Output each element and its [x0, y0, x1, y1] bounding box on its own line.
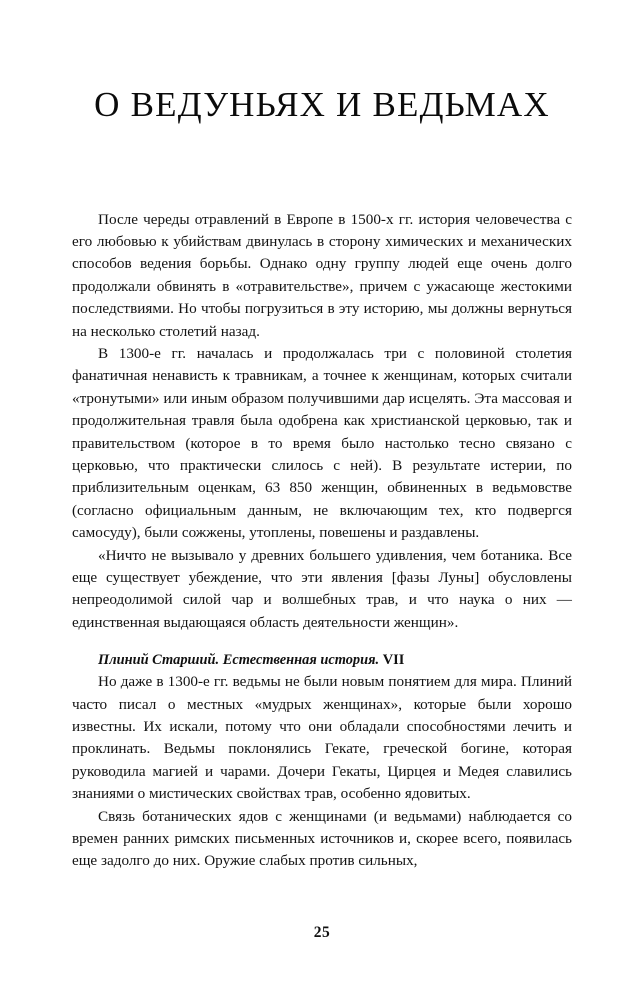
- pull-quote: «Ничто не вызывало у древних большего удивления, чем ботаника. Все еще существует убеждение, что эти явления [фазы Луны] обусловлены непреодолимой силой чар и волшебных трав, и что наука о них — единственная выдающаяся область деятельности женщин».: [72, 546, 572, 631]
- page-title: О ВЕДУНЬЯХ И ВЕДЬМАХ: [94, 85, 550, 124]
- paragraph: В 1300-е гг. началась и продолжалась три с половиной столетия фанатичная ненависть к травникам, а точнее к женщинам, которых считали «тронутыми» или иным образом получившими дар исцелять. Эта массовая и продолжительная травля была одобрена как христианской церковью, так и правительством (которое в то время было настолько тесно связано с церковью, что практически слилось с ней). В результате истерии, по приблизительным оценкам, 63 850 женщин, обвиненных в ведьмовстве (согласно официальным данным, не включающим тех, кто подвергся самосуду), были сожжены, утоплены, повешены и раздавлены.: [72, 344, 572, 542]
- paragraph: После череды отравлений в Европе в 1500-х гг. история человечества с его любовью к убийствам двинулась в сторону химических и механических способов ведения борьбы. Однако одну группу людей еще очень долго продолжали обвинять в «отравительстве», причем с ужасающе жестокими последствиями. Но чтобы погрузиться в эту историю, мы должны вернуться на несколько столетий назад.: [72, 210, 572, 340]
- paragraph: Но даже в 1300-е гг. ведьмы не были новым понятием для мира. Плиний часто писал о местных «мудрых женщинах», которые были хорошо известны. Их искали, потому что они обладали способностями лечить и проклинать. Ведьмы поклонялись Гекате, греческой богине, которая руководила магией и чарами. Дочери Гекаты, Цирцея и Медея славились знаниями о мистических свойствах трав, особенно ядовитых.: [72, 673, 572, 803]
- quote-attribution: [72, 650, 572, 671]
- quote-attribution-title: Плиний Старший. Естественная история.: [98, 652, 380, 669]
- body-text: [72, 209, 572, 873]
- quote-attribution-volume: VII: [382, 652, 405, 669]
- page-number: 25: [313, 924, 331, 941]
- paragraph: Связь ботанических ядов с женщинами (и ведьмами) наблюдается со времен ранних римских письменных источников и, скорее всего, появилась еще задолго до них. Оружие слабых против сильных,: [72, 807, 572, 870]
